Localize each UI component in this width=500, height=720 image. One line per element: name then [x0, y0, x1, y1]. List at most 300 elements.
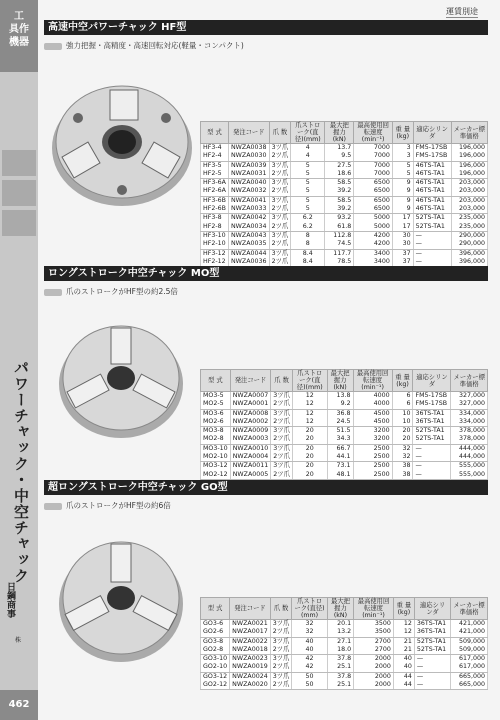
table-row: [201, 240, 488, 249]
table-cell: 6.2: [291, 214, 325, 223]
table-cell: 5: [291, 196, 325, 205]
table-cell: 20: [392, 427, 413, 436]
sidebar-head-line: 具作: [9, 24, 29, 35]
table-cell: 7000: [354, 170, 393, 179]
table-cell: —: [414, 672, 450, 681]
table-cell: 617,000: [451, 655, 488, 664]
table-cell: 421,000: [451, 628, 488, 637]
table-cell: 235,000: [451, 214, 487, 223]
table-cell: 2000: [354, 681, 394, 690]
table-cell: 24.5: [327, 418, 353, 427]
table-cell: 6500: [354, 187, 393, 196]
table-cell: 20: [292, 435, 327, 444]
table-cell: 235,000: [451, 223, 487, 232]
table-cell: 37.8: [327, 672, 353, 681]
table-cell: 3ツ爪: [269, 214, 291, 223]
table-cell: 38: [392, 471, 413, 480]
column-header: 爪 数: [269, 122, 291, 144]
table-cell: 20: [292, 462, 327, 471]
section-subtitle: [44, 501, 488, 511]
table-cell: 444,000: [451, 444, 488, 453]
table-cell: 21: [393, 646, 414, 655]
table-cell: 25.1: [327, 681, 353, 690]
table-cell: HF3-6A: [201, 179, 229, 188]
section-subtitle: [44, 287, 488, 297]
subtitle-text: 爪のストロークがHF型の約2.5倍: [66, 287, 178, 296]
table-cell: 36TS-TA1: [413, 409, 451, 418]
table-cell: NWZA0017: [230, 628, 271, 637]
table-cell: 34.3: [327, 435, 353, 444]
column-header: メーカー標準価格: [451, 122, 487, 144]
table-cell: 38: [392, 462, 413, 471]
table-cell: 3: [392, 144, 413, 153]
table-cell: 3400: [354, 249, 393, 258]
table-cell: 3: [392, 152, 413, 161]
table-cell: 13.8: [327, 392, 353, 401]
table-header-row: [201, 122, 488, 144]
bullet-chip: [44, 289, 62, 296]
table-cell: 378,000: [451, 427, 488, 436]
table-cell: HF2-12: [201, 258, 229, 267]
column-header: 爪ストローク(直径)(mm): [292, 598, 327, 620]
table-cell: 73.1: [327, 462, 353, 471]
table-cell: 10: [392, 409, 413, 418]
table-cell: 2ツ爪: [269, 223, 291, 232]
table-cell: 42: [292, 663, 327, 672]
section-mo: [44, 266, 488, 297]
table-cell: 9: [392, 179, 413, 188]
table-cell: 36TS-TA1: [414, 628, 450, 637]
column-header: 最大把握力(kN): [327, 370, 353, 392]
table-cell: NWZA0011: [230, 462, 271, 471]
table-cell: 93.2: [325, 214, 354, 223]
table-cell: 52TS-TA1: [414, 646, 450, 655]
table-cell: 9: [392, 187, 413, 196]
table-cell: 40: [393, 663, 414, 672]
table-cell: 8.4: [291, 258, 325, 267]
table-cell: NWZA0032: [228, 187, 269, 196]
table-cell: 10: [392, 418, 413, 427]
table-cell: 21: [393, 637, 414, 646]
table-cell: HF3-6B: [201, 196, 229, 205]
table-cell: NWZA0022: [230, 637, 271, 646]
table-row: [201, 152, 488, 161]
table-cell: 5: [291, 179, 325, 188]
table-cell: HF3-5: [201, 161, 229, 170]
table-cell: 44: [393, 681, 414, 690]
table-cell: 30: [392, 231, 413, 240]
table-cell: MO2-5: [201, 400, 231, 409]
table-cell: 27.5: [325, 161, 354, 170]
table-row: [201, 392, 488, 401]
table-cell: GO2-10: [201, 663, 230, 672]
table-cell: NWZA0041: [228, 196, 269, 205]
table-cell: 20: [292, 471, 327, 480]
table-cell: 3ツ爪: [269, 144, 291, 153]
table-cell: 203,000: [451, 187, 487, 196]
spec-table-go: [200, 597, 488, 690]
table-cell: GO2-12: [201, 681, 230, 690]
table-cell: 444,000: [451, 453, 488, 462]
table-cell: 40: [393, 655, 414, 664]
table-cell: 46TS-TA1: [413, 170, 451, 179]
table-cell: 112.8: [325, 231, 354, 240]
column-header: 最大把握力(kN): [325, 122, 354, 144]
table-cell: 555,000: [451, 471, 488, 480]
table-cell: 5: [291, 205, 325, 214]
table-cell: 6.2: [291, 223, 325, 232]
table-cell: FM5-17SB: [413, 392, 451, 401]
table-cell: 39.2: [325, 187, 354, 196]
table-cell: 20: [292, 444, 327, 453]
sidebar-head-line: 工: [14, 11, 24, 22]
table-cell: 9.2: [327, 400, 353, 409]
table-cell: HF2-6B: [201, 205, 229, 214]
table-cell: 5000: [354, 214, 393, 223]
table-cell: MO3-6: [201, 409, 231, 418]
table-row: [201, 231, 488, 240]
column-header: 型 式: [201, 598, 230, 620]
table-cell: 2ツ爪: [271, 453, 293, 462]
column-header: 型 式: [201, 370, 231, 392]
table-cell: 2000: [354, 655, 394, 664]
table-cell: 396,000: [451, 249, 487, 258]
table-cell: 3ツ爪: [271, 392, 293, 401]
table-cell: NWZA0020: [230, 681, 271, 690]
table-cell: HF3-10: [201, 231, 229, 240]
table-cell: MO2-10: [201, 453, 231, 462]
table-cell: NWZA0009: [230, 427, 271, 436]
table-cell: 203,000: [451, 196, 487, 205]
table-cell: 6500: [354, 196, 393, 205]
table-cell: 25.1: [327, 663, 353, 672]
table-cell: NWZA0042: [228, 214, 269, 223]
table-cell: 9: [392, 196, 413, 205]
table-cell: 203,000: [451, 205, 487, 214]
table-row: [201, 637, 488, 646]
table-cell: 20.1: [327, 620, 353, 629]
table-row: [201, 672, 488, 681]
table-row: [201, 471, 488, 480]
table-cell: 52TS-TA1: [414, 637, 450, 646]
table-cell: 117.7: [325, 249, 354, 258]
table-cell: 421,000: [451, 620, 488, 629]
column-header: 爪ストローク(直径)(mm): [291, 122, 325, 144]
column-header: 重 量(kg): [392, 122, 413, 144]
chuck-image-mo: [55, 318, 187, 442]
table-row: [201, 462, 488, 471]
table-cell: 36.8: [327, 409, 353, 418]
table-cell: —: [413, 258, 451, 267]
table-cell: 2ツ爪: [270, 663, 292, 672]
table-cell: 3400: [354, 258, 393, 267]
table-row: [201, 453, 488, 462]
table-cell: 2700: [354, 646, 394, 655]
table-cell: 3ツ爪: [269, 231, 291, 240]
table-cell: 2ツ爪: [271, 435, 293, 444]
table-cell: 40: [292, 637, 327, 646]
table-row: [201, 214, 488, 223]
table-cell: 334,000: [451, 418, 488, 427]
table-row: [201, 646, 488, 655]
table-cell: 2ツ爪: [269, 205, 291, 214]
table-cell: 17: [392, 214, 413, 223]
table-cell: 27.1: [327, 637, 353, 646]
sidebar-tab[interactable]: [2, 180, 36, 206]
table-cell: 2ツ爪: [270, 681, 292, 690]
table-row: [201, 249, 488, 258]
section-title: 高速中空パワーチャック HF型: [44, 20, 488, 35]
column-header: 重 量(kg): [393, 598, 414, 620]
table-cell: 6500: [354, 179, 393, 188]
table-cell: 3ツ爪: [269, 196, 291, 205]
table-cell: GO2-8: [201, 646, 230, 655]
column-header: 爪ストローク(直径)(mm): [292, 370, 327, 392]
table-cell: 4: [291, 152, 325, 161]
table-header-row: [201, 370, 488, 392]
table-row: [201, 620, 488, 629]
table-cell: 203,000: [451, 179, 487, 188]
table-cell: 30: [392, 240, 413, 249]
table-cell: 196,000: [451, 152, 487, 161]
section-title: ロングストローク中空チャック MO型: [44, 266, 488, 281]
table-cell: 2ツ爪: [269, 240, 291, 249]
table-cell: NWZA0024: [230, 672, 271, 681]
shipping-note: 運賃別途: [446, 7, 478, 16]
section-subtitle: [44, 41, 488, 51]
table-cell: 6: [392, 392, 413, 401]
table-cell: 509,000: [451, 637, 488, 646]
table-cell: 18.6: [325, 170, 354, 179]
table-row: [201, 409, 488, 418]
sidebar-tab[interactable]: [2, 210, 36, 236]
table-row: [201, 663, 488, 672]
table-cell: HF3-4: [201, 144, 229, 153]
table-cell: NWZA0036: [228, 258, 269, 267]
table-cell: 36TS-TA1: [414, 620, 450, 629]
table-cell: 44: [393, 672, 414, 681]
column-header: 重 量(kg): [392, 370, 413, 392]
table-cell: 36TS-TA1: [413, 418, 451, 427]
table-cell: 3ツ爪: [270, 620, 292, 629]
table-cell: 58.5: [325, 196, 354, 205]
table-row: [201, 400, 488, 409]
table-cell: 2ツ爪: [269, 187, 291, 196]
column-header: 最高使用回転速度(min⁻¹): [354, 598, 394, 620]
table-cell: NWZA0030: [228, 152, 269, 161]
table-cell: 52TS-TA1: [413, 435, 451, 444]
table-cell: 4: [291, 144, 325, 153]
table-cell: 378,000: [451, 435, 488, 444]
table-cell: 2ツ爪: [271, 400, 293, 409]
table-cell: NWZA0021: [230, 620, 271, 629]
table-cell: 2ツ爪: [269, 152, 291, 161]
table-cell: 3ツ爪: [270, 655, 292, 664]
subtitle-text: 強力把握・高精度・高速回転対応(軽量・コンパクト): [66, 41, 244, 50]
table-cell: 290,000: [451, 240, 487, 249]
bullet-chip: [44, 43, 62, 50]
table-cell: 12: [393, 628, 414, 637]
table-cell: 37: [392, 258, 413, 267]
table-cell: HF3-12: [201, 249, 229, 258]
table-cell: MO2-12: [201, 471, 231, 480]
table-cell: HF2-5: [201, 170, 229, 179]
table-cell: 13.2: [327, 628, 353, 637]
table-cell: 3ツ爪: [271, 427, 293, 436]
section-hf: [44, 20, 488, 51]
table-cell: 74.5: [325, 240, 354, 249]
table-cell: 46TS-TA1: [413, 161, 451, 170]
table-cell: 18.0: [327, 646, 353, 655]
table-cell: —: [413, 249, 451, 258]
table-cell: NWZA0005: [230, 471, 271, 480]
table-cell: 3ツ爪: [271, 444, 293, 453]
table-cell: 50: [292, 672, 327, 681]
table-cell: 3ツ爪: [269, 179, 291, 188]
table-row: [201, 170, 488, 179]
table-cell: 52TS-TA1: [413, 427, 451, 436]
table-cell: NWZA0038: [228, 144, 269, 153]
sidebar-category-header: [0, 0, 38, 72]
table-cell: 196,000: [451, 144, 487, 153]
table-cell: 40: [292, 646, 327, 655]
table-cell: 2700: [354, 637, 394, 646]
table-cell: 3500: [354, 628, 394, 637]
table-cell: 32: [292, 628, 327, 637]
table-cell: 5: [392, 170, 413, 179]
table-cell: 9.5: [325, 152, 354, 161]
table-cell: NWZA0002: [230, 418, 271, 427]
table-row: [201, 655, 488, 664]
table-row: [201, 187, 488, 196]
table-cell: 32: [392, 444, 413, 453]
table-cell: 555,000: [451, 462, 488, 471]
table-cell: 61.8: [325, 223, 354, 232]
table-row: [201, 205, 488, 214]
table-cell: 12: [292, 392, 327, 401]
table-cell: 12: [292, 400, 327, 409]
table-cell: 3200: [353, 435, 392, 444]
table-cell: 50: [292, 681, 327, 690]
column-header: 爪 数: [270, 598, 292, 620]
table-cell: 7000: [354, 161, 393, 170]
column-header: メーカー標準価格: [451, 598, 488, 620]
table-cell: 51.5: [327, 427, 353, 436]
table-cell: 6500: [354, 205, 393, 214]
column-header: 発注コード: [230, 370, 271, 392]
table-cell: GO3-10: [201, 655, 230, 664]
table-cell: 44.1: [327, 453, 353, 462]
table-cell: FM5-17SB: [413, 152, 451, 161]
chuck-image-hf: [48, 78, 196, 208]
table-cell: 334,000: [451, 409, 488, 418]
table-cell: 2000: [354, 663, 394, 672]
table-cell: 2500: [353, 453, 392, 462]
table-cell: 46TS-TA1: [413, 196, 451, 205]
table-row: [201, 179, 488, 188]
table-cell: NWZA0018: [230, 646, 271, 655]
table-cell: 3ツ爪: [270, 637, 292, 646]
table-cell: NWZA0023: [230, 655, 271, 664]
table-cell: 8: [291, 240, 325, 249]
table-cell: 4500: [353, 409, 392, 418]
table-cell: 3200: [353, 427, 392, 436]
table-cell: NWZA0033: [228, 205, 269, 214]
table-cell: 196,000: [451, 161, 487, 170]
table-cell: 3500: [354, 620, 394, 629]
table-cell: 17: [392, 223, 413, 232]
sidebar: [0, 0, 38, 720]
table-cell: NWZA0031: [228, 170, 269, 179]
table-cell: 3ツ爪: [271, 462, 293, 471]
company-name: 日鋼商事: [5, 582, 15, 618]
table-cell: GO3-12: [201, 672, 230, 681]
table-cell: 7000: [354, 144, 393, 153]
table-cell: HF2-6A: [201, 187, 229, 196]
table-cell: NWZA0034: [228, 223, 269, 232]
table-cell: 42: [292, 655, 327, 664]
table-cell: 12: [292, 418, 327, 427]
table-cell: MO3-5: [201, 392, 231, 401]
table-row: [201, 418, 488, 427]
table-cell: 665,000: [451, 681, 488, 690]
table-cell: 66.7: [327, 444, 353, 453]
table-cell: 327,000: [451, 400, 488, 409]
table-cell: 4000: [353, 400, 392, 409]
table-cell: 327,000: [451, 392, 488, 401]
spec-table-hf: [200, 121, 488, 267]
table-cell: 52TS-TA1: [413, 223, 451, 232]
table-row: [201, 427, 488, 436]
table-cell: 20: [292, 453, 327, 462]
subtitle-text: 爪のストロークがHF型の約6倍: [66, 501, 171, 510]
table-cell: MO2-8: [201, 435, 231, 444]
table-cell: 12: [393, 620, 414, 629]
table-cell: 52TS-TA1: [413, 214, 451, 223]
table-cell: 2500: [353, 444, 392, 453]
table-cell: 8.4: [291, 249, 325, 258]
table-cell: —: [413, 453, 451, 462]
table-row: [201, 144, 488, 153]
table-cell: MO3-8: [201, 427, 231, 436]
bullet-chip: [44, 503, 62, 510]
column-header: 最高使用回転速度(min⁻¹): [354, 122, 393, 144]
column-header: 最高使用回転速度(min⁻¹): [353, 370, 392, 392]
table-cell: 2ツ爪: [270, 628, 292, 637]
table-cell: 3ツ爪: [269, 249, 291, 258]
table-cell: 2000: [354, 672, 394, 681]
column-header: 適応シリンダ: [414, 598, 450, 620]
table-row: [201, 161, 488, 170]
page-number: 462: [0, 690, 38, 720]
table-cell: —: [414, 655, 450, 664]
table-cell: 46TS-TA1: [413, 179, 451, 188]
table-cell: 8: [291, 231, 325, 240]
table-cell: 5: [291, 161, 325, 170]
sidebar-tab[interactable]: [2, 150, 36, 176]
table-cell: 37: [392, 249, 413, 258]
section-title: 超ロングストローク中空チャック GO型: [44, 480, 488, 495]
table-cell: —: [414, 663, 450, 672]
table-cell: 509,000: [451, 646, 488, 655]
table-cell: 39.2: [325, 205, 354, 214]
table-cell: NWZA0044: [228, 249, 269, 258]
table-row: [201, 681, 488, 690]
table-cell: 396,000: [451, 258, 487, 267]
table-cell: 196,000: [451, 170, 487, 179]
table-cell: NWZA0004: [230, 453, 271, 462]
table-cell: 2ツ爪: [269, 170, 291, 179]
